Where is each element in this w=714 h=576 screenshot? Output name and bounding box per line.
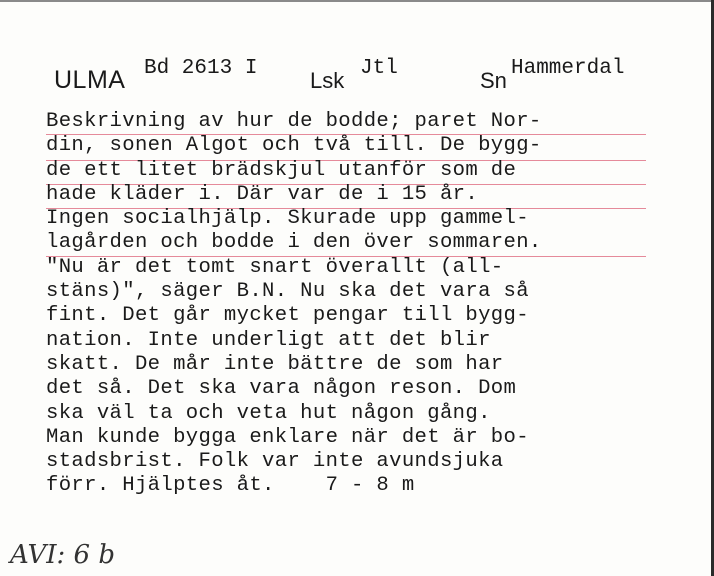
text-line: nation. Inte underligt att det blir — [46, 328, 491, 352]
text-line: lagården och bodde i den över sommaren. — [46, 231, 542, 255]
socken-value: Hammerdal — [511, 57, 625, 80]
text-line: Man kunde bygga enklare när det är bo- — [46, 425, 529, 449]
text-line: de ett litet brädskjul utanför som de — [46, 158, 517, 182]
text-line: ska väl ta och veta hut någon gång. — [46, 401, 491, 425]
card-header — [0, 52, 714, 92]
volume-number: Bd 2613 I — [144, 57, 258, 80]
text-line: stäns)", säger B.N. Nu ska det vara så — [46, 280, 529, 304]
landskap-label: Lsk — [310, 68, 345, 93]
landskap-value: Jtl — [360, 57, 398, 80]
text-line: stadsbrist. Folk var inte avundsjuka — [46, 450, 504, 474]
text-line: det så. Det ska vara någon reson. Dom — [46, 377, 517, 401]
text-line: din, sonen Algot och två till. De bygg- — [46, 134, 542, 158]
text-line: förr. Hjälptes åt. 7 - 8 m — [46, 474, 415, 498]
text-line: fint. Det går mycket pengar till bygg- — [46, 304, 529, 328]
handwritten-reference: AVI: 6 b — [10, 540, 116, 570]
text-line: "Nu är det tomt snart överallt (all- — [46, 255, 504, 279]
text-line: Beskrivning av hur de bodde; paret Nor- — [46, 110, 542, 133]
text-line: skatt. De mår inte bättre de som har — [46, 352, 504, 376]
card-top-edge — [0, 0, 714, 2]
text-line: Ingen socialhjälp. Skurade upp gammel- — [46, 207, 529, 231]
text-line: hade kläder i. Där var de i 15 år. — [46, 182, 479, 206]
archive-label: ULMA — [54, 66, 126, 94]
card-body-text — [46, 110, 706, 499]
socken-label: Sn — [480, 68, 507, 93]
